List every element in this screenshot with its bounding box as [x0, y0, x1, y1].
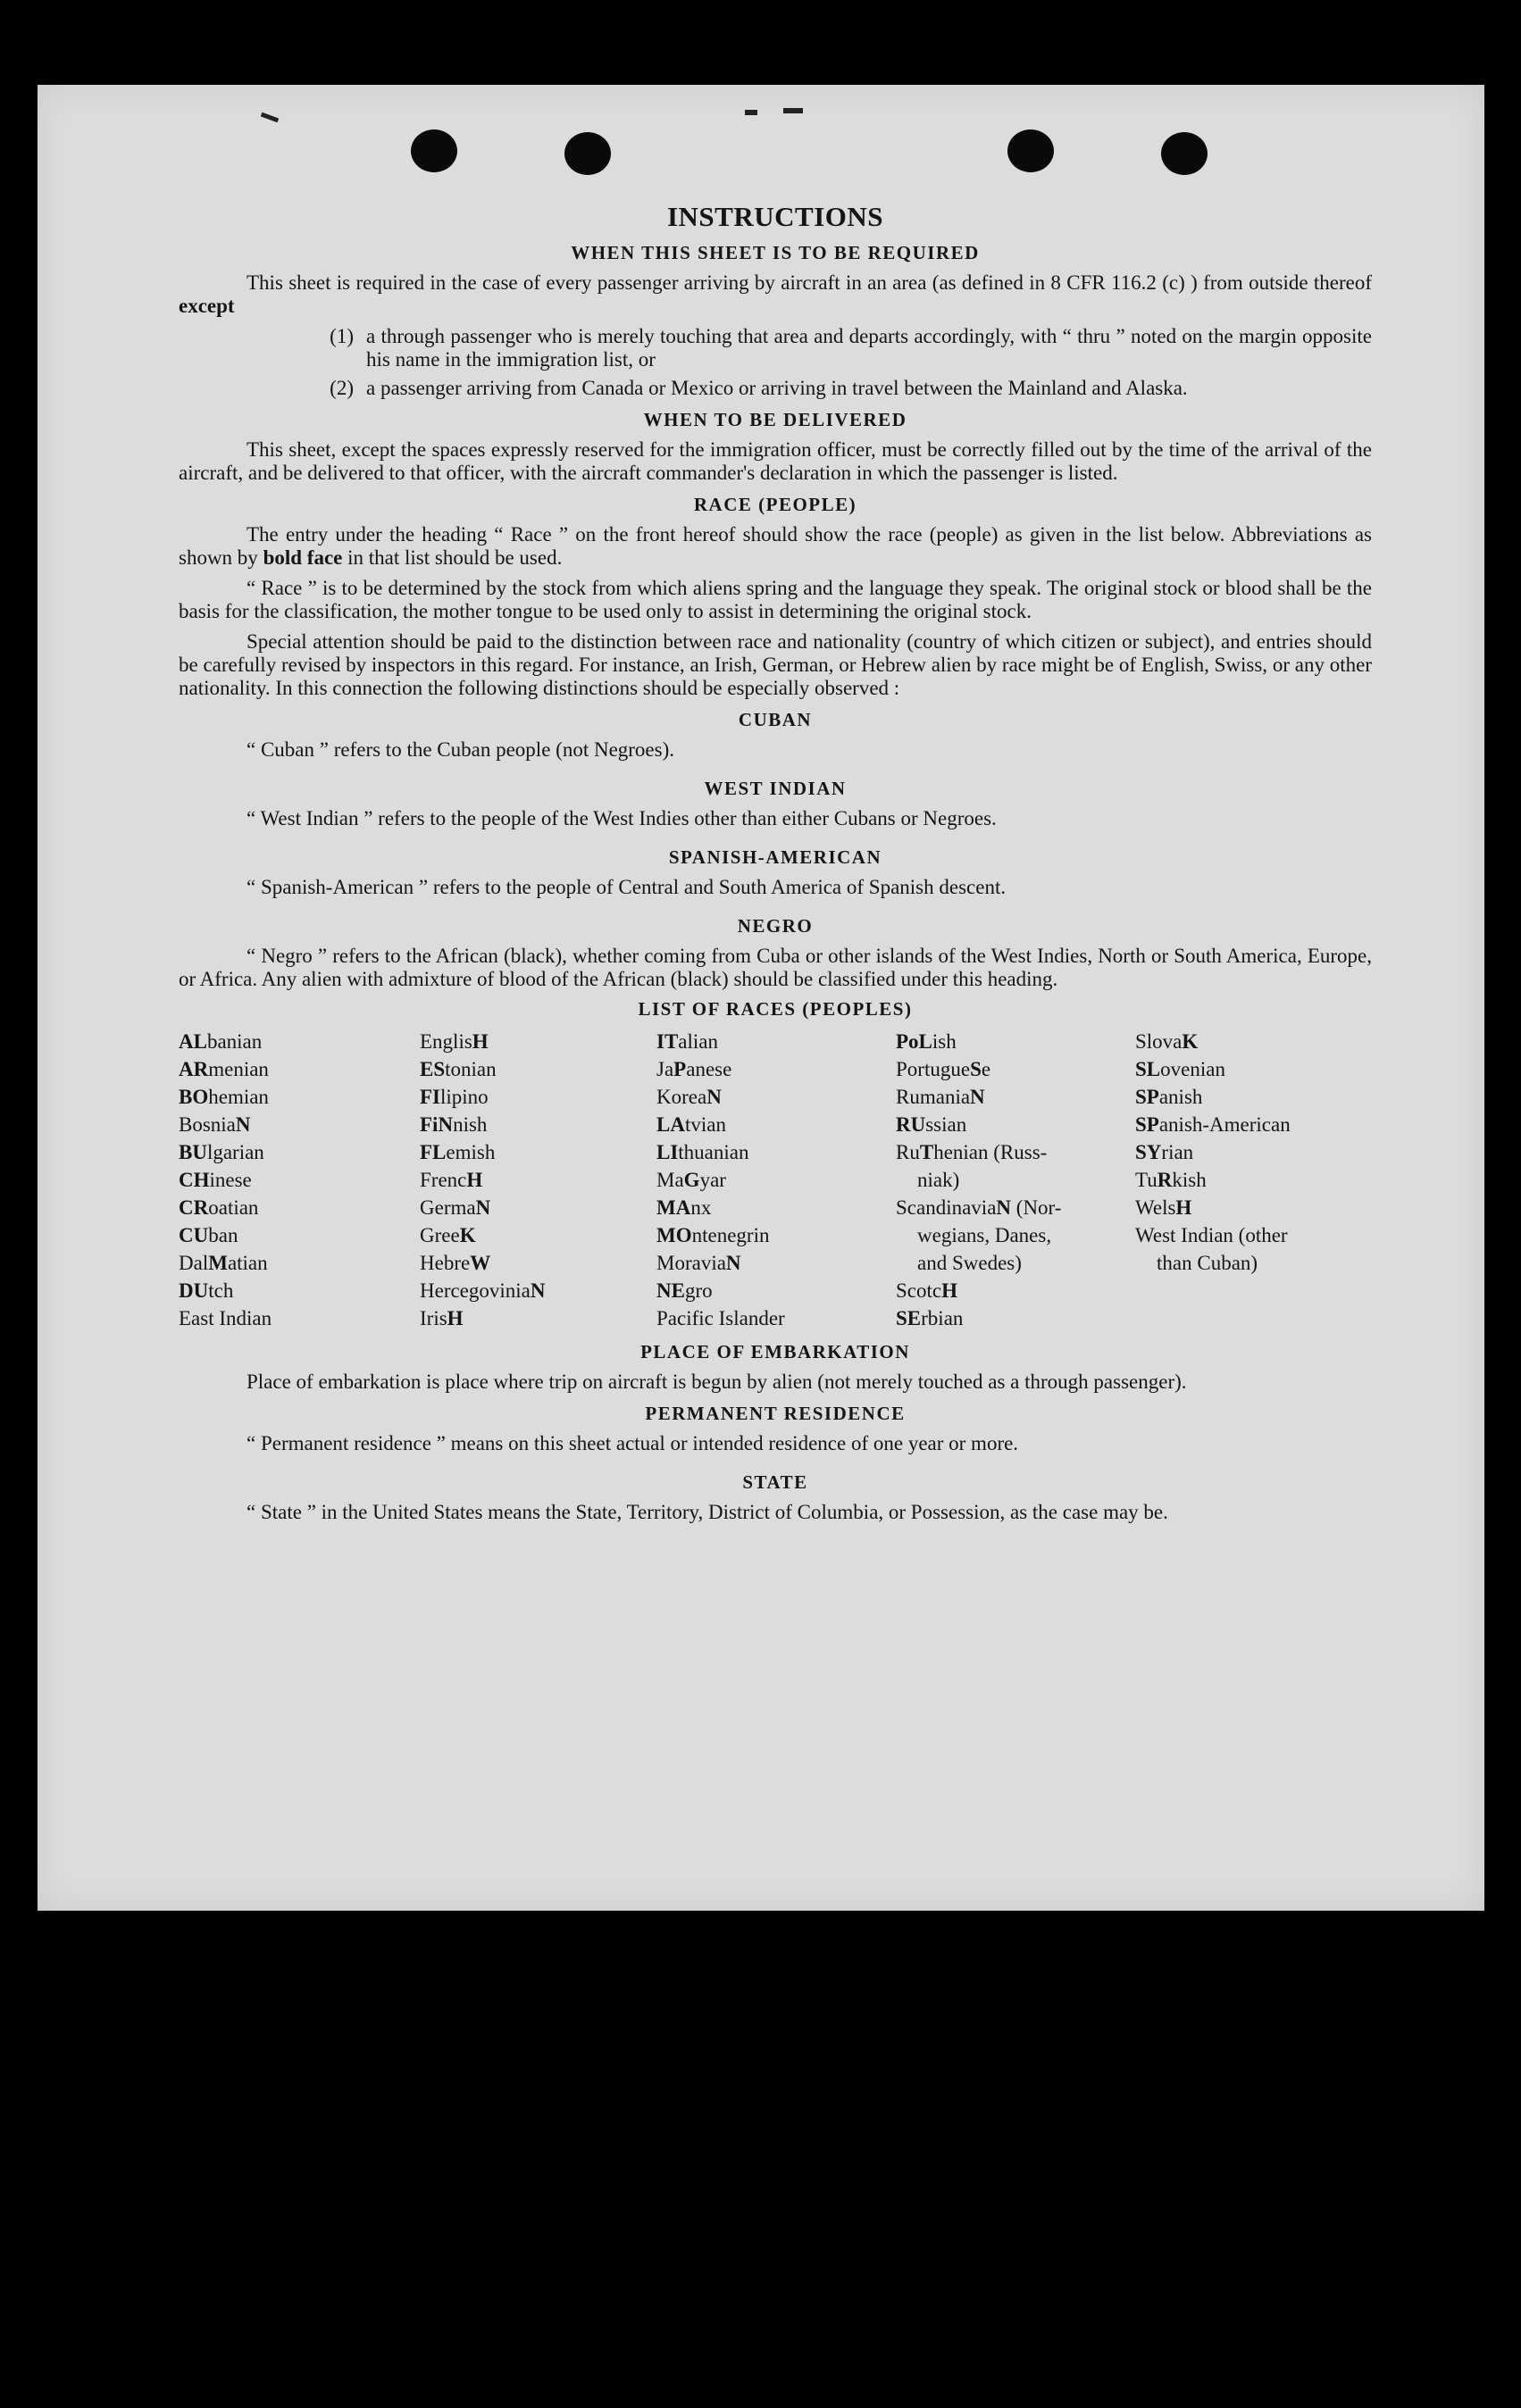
heading-cuban: CUBAN: [738, 709, 813, 730]
race-entry: FIlipino: [420, 1086, 489, 1108]
race-entry: IrisH: [420, 1307, 464, 1329]
race-entry: MOntenegrin: [656, 1224, 770, 1246]
race-paragraph-2: “ Race ” is to be determined by the stock from which aliens spring and the language they speak. The original stock or blood shall be the basis for the classification, the mother tongue to be used only to assist in determining the original stock.: [179, 577, 1372, 622]
punch-hole-4: [1161, 132, 1208, 175]
race-entry: PoLish: [896, 1030, 957, 1053]
residence-text: “ Permanent residence ” means on this sheet actual or intended residence of one year or more.: [247, 1432, 1019, 1454]
race-paragraph-1: The entry under the heading “ Race ” on the front hereof should show the race (people) as given in the list below. Abbreviations as shown by bold face in that list should be used.: [179, 523, 1372, 569]
heading-list-of-races: LIST OF RACES (PEOPLES): [638, 998, 913, 1020]
race-entry: LAtvian: [656, 1113, 726, 1136]
race-entry: RuThenian (Russ-: [896, 1141, 1048, 1163]
page-title: INSTRUCTIONS: [666, 201, 883, 232]
heading-race: RACE (PEOPLE): [693, 494, 857, 515]
embarkation-text: Place of embarkation is place where trip on aircraft is begun by alien (not merely touched as a through passenger).: [247, 1371, 1187, 1393]
race-entry: ARmenian: [179, 1058, 269, 1080]
document-sheet: [38, 85, 1484, 1911]
heading-negro: NEGRO: [737, 915, 814, 937]
race-entry: East Indian: [179, 1307, 272, 1329]
heading-when-delivered: WHEN TO BE DELIVERED: [643, 409, 907, 430]
punch-hole-3: [1007, 129, 1054, 172]
negro-text: “ Negro ” refers to the African (black), whether coming from Cuba or other islands of the West Indies, North or South America, Europe, or Africa. Any alien with admixture of blood of the African (black) should be classified under this heading.: [179, 945, 1372, 990]
races-column-2: [420, 1028, 656, 1332]
race-entry: Pacific Islander: [656, 1307, 785, 1329]
scan-speck: [783, 108, 803, 113]
race-entry: PortugueSe: [896, 1058, 991, 1080]
race-entry: CRoatian: [179, 1196, 259, 1219]
race-entry: ScotcH: [896, 1279, 957, 1302]
races-column-4: [896, 1028, 1135, 1332]
races-column-5: [1135, 1028, 1372, 1332]
races-list: [179, 1028, 1372, 1332]
exception-item-2: (2) a passenger arriving from Canada or Mexico or arriving in travel between the Mainland and Alaska.: [330, 377, 1188, 399]
race-entry: GermaN: [420, 1196, 491, 1219]
race-entry: ITalian: [656, 1030, 718, 1053]
race-paragraph-3: Special attention should be paid to the distinction between race and nationality (country of which citizen or subject), and entries should be carefully revised by inspectors in this regard. For instance, an Irish, German, or Hebrew alien by race might be of English, Swiss, or any other nationality. In this connection the following distinctions should be especially observed :: [179, 630, 1372, 699]
race-entry: WelsH: [1135, 1196, 1192, 1219]
race-entry: KoreaN: [656, 1086, 722, 1108]
race-entry: MaGyar: [656, 1169, 726, 1191]
race-entry: FLemish: [420, 1141, 496, 1163]
heading-embarkation: PLACE OF EMBARKATION: [640, 1341, 910, 1362]
race-entry: EStonian: [420, 1058, 497, 1080]
race-entry: SPanish: [1135, 1086, 1203, 1108]
race-entry: CUban: [179, 1224, 238, 1246]
west-indian-text: “ West Indian ” refers to the people of the West Indies other than either Cubans or Negroes.: [247, 807, 997, 829]
race-entry: NEgro: [656, 1279, 713, 1302]
race-entry: EnglisH: [420, 1030, 489, 1053]
race-entry: DUtch: [179, 1279, 234, 1302]
heading-west-indian: WEST INDIAN: [704, 778, 847, 799]
punch-hole-1: [411, 129, 457, 172]
race-entry: MoraviaN: [656, 1252, 741, 1274]
race-entry: BOhemian: [179, 1086, 269, 1108]
race-entry: HebreW: [420, 1252, 491, 1274]
race-entry: BosniaN: [179, 1113, 251, 1136]
race-entry: RUssian: [896, 1113, 967, 1136]
race-entry: MAnx: [656, 1196, 712, 1219]
race-entry: RumaniaN: [896, 1086, 985, 1108]
race-entry: West Indian (other: [1135, 1224, 1288, 1246]
punch-hole-2: [564, 132, 611, 175]
state-text: “ State ” in the United States means the State, Territory, District of Columbia, or Possession, as the case may be.: [247, 1501, 1168, 1523]
race-entry: TuRkish: [1135, 1169, 1207, 1191]
race-entry: SYrian: [1135, 1141, 1194, 1163]
instructions-content: [179, 201, 1372, 1531]
bold-face-text: bold face: [263, 546, 343, 569]
race-entry: CHinese: [179, 1169, 252, 1191]
races-column-3: [656, 1028, 896, 1332]
race-entry: BUlgarian: [179, 1141, 264, 1163]
race-entry: wegians, Danes,: [917, 1224, 1052, 1246]
cuban-text: “ Cuban ” refers to the Cuban people (not Negroes).: [247, 738, 675, 761]
race-entry: LIthuanian: [656, 1141, 749, 1163]
exception-item-1: (1) a through passenger who is merely touching that area and departs accordingly, with “ thru ” noted on the margin opposite his name in the immigration list, or: [330, 325, 1372, 371]
race-entry: SlovaK: [1135, 1030, 1199, 1053]
heading-state: STATE: [742, 1471, 808, 1493]
race-entry: than Cuban): [1157, 1252, 1258, 1274]
when-required-intro: This sheet is required in the case of every passenger arriving by aircraft in an area (as defined in 8 CFR 116.2 (c) ) from outside thereof except: [179, 271, 1372, 317]
scan-speck: [745, 110, 757, 115]
races-column-1: [179, 1028, 420, 1332]
race-entry: SLovenian: [1135, 1058, 1225, 1080]
race-entry: HercegoviniaN: [420, 1279, 546, 1302]
heading-permanent-residence: PERMANENT RESIDENCE: [645, 1403, 906, 1424]
heading-spanish-american: SPANISH-AMERICAN: [668, 846, 882, 868]
heading-when-required: WHEN THIS SHEET IS TO BE REQUIRED: [571, 242, 980, 263]
race-entry: and Swedes): [917, 1252, 1022, 1274]
race-entry: SPanish-American: [1135, 1113, 1291, 1136]
race-entry: SErbian: [896, 1307, 964, 1329]
race-entry: niak): [917, 1169, 960, 1191]
race-entry: DalMatian: [179, 1252, 268, 1274]
race-entry: GreeK: [420, 1224, 476, 1246]
race-entry: JaPanese: [656, 1058, 732, 1080]
race-entry: ALbanian: [179, 1030, 263, 1053]
race-entry: FiNnish: [420, 1113, 488, 1136]
scan-speck: [261, 112, 280, 123]
race-entry: ScandinaviaN (Nor-: [896, 1196, 1062, 1219]
when-delivered-text: This sheet, except the spaces expressly reserved for the immigration officer, must be correctly filled out by the time of the arrival of the aircraft, and be delivered to that officer, with the aircraft commander's declaration in which the passenger is listed.: [179, 438, 1372, 484]
spanish-american-text: “ Spanish-American ” refers to the people of Central and South America of Spanish descent.: [247, 876, 1007, 898]
except-bold: except: [179, 295, 235, 317]
race-entry: FrencH: [420, 1169, 483, 1191]
